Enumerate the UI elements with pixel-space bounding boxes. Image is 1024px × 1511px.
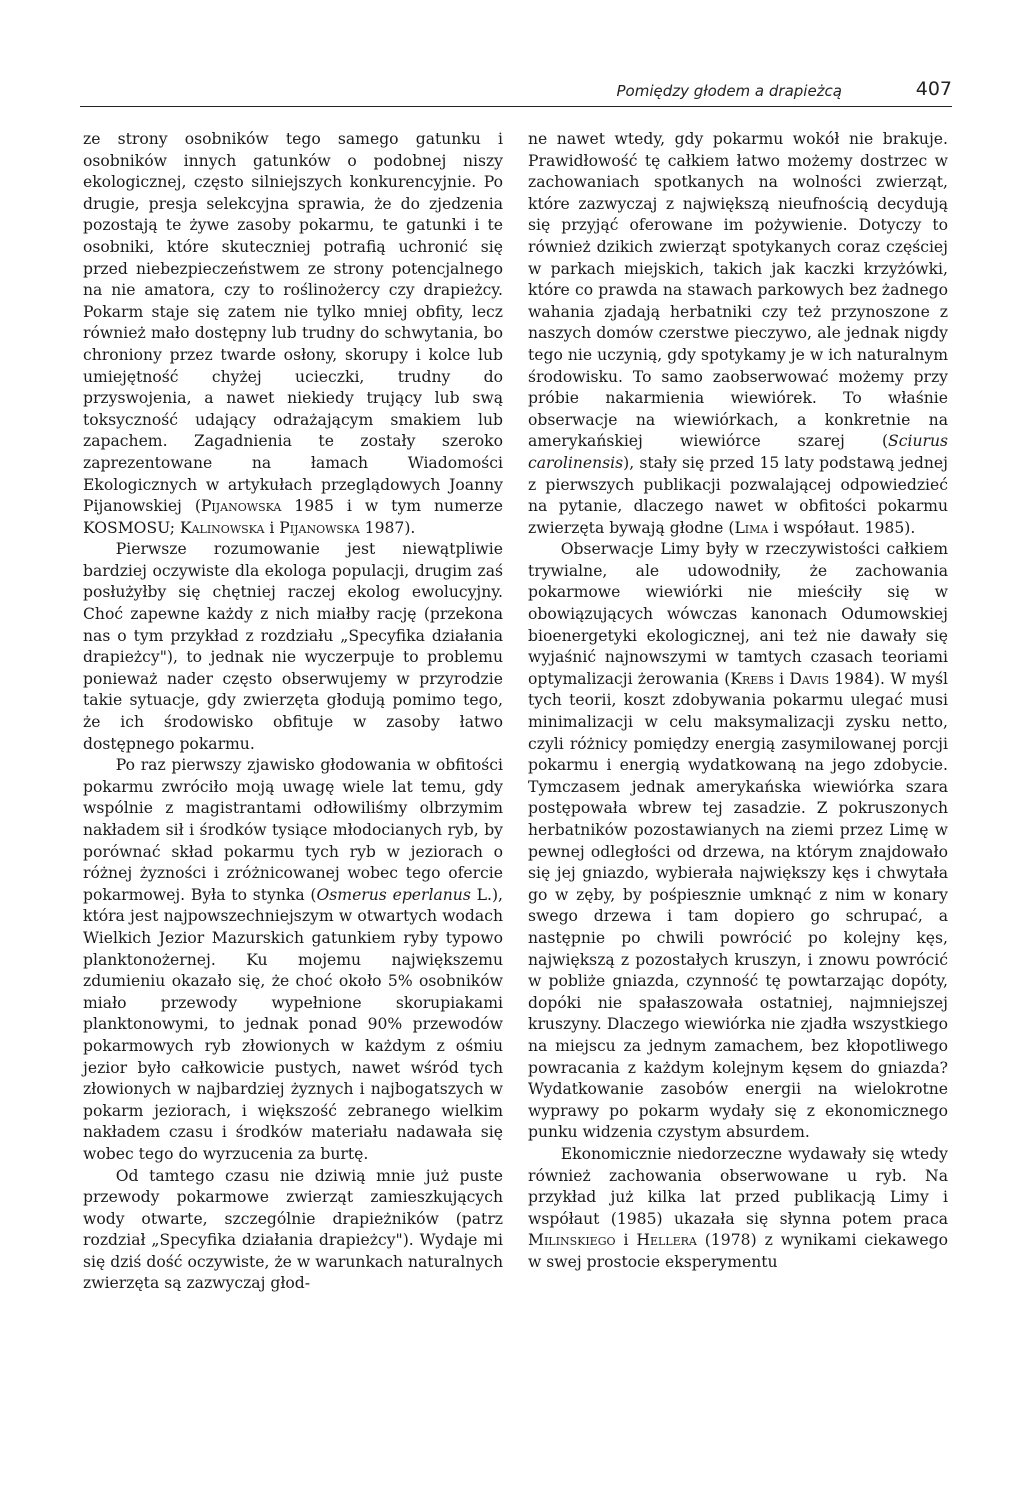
text-span: L.), która jest najpowszechniejszym w otwartych wodach Wielkich Jezior Mazurskich gatunkiem ryby typowo planktonożernej. Ku mojemu największemu zdumieniu okazało się, że choć około 5% osobników miało przewody wypełnione skorupiakami planktonowymi, to jednak ponad 90% przewodów pokarmowych ryb złowionych w każdym z ośmiu jezior było całkowicie pustych, nawet wśród tych złowionych w najbardziej żyznych i najbogatszych w pokarm jeziorach, i większość zebranego wielkim nakładem czasu i środków materiału nadawała się wobec tego do wyrzucenia za burtę. bbox=[83, 885, 503, 1163]
citation-author: Pijanowska bbox=[200, 497, 282, 516]
paragraph bbox=[83, 755, 503, 1165]
text-span: i współaut. 1985). bbox=[768, 518, 916, 537]
page-header bbox=[80, 76, 952, 107]
text-span: Po raz pierwszy zjawisko głodowania w obfitości pokarmu zwróciło moją uwagę wiele lat temu, gdy wspólnie z magistrantami odłowiliśmy olbrzymim nakładem sił i środków tysiące młodocianych ryb, by porównać skład pokarmu tych ryb w jeziorach o różnej żyzności i zróżnicowanej wobec tego ofercie pokarmowej. Była to stynka ( bbox=[83, 756, 503, 904]
text-span: 1985 i w tym numerze KOSMOSU; bbox=[83, 497, 503, 537]
text-span: i bbox=[615, 1231, 637, 1250]
right-column bbox=[528, 129, 948, 1273]
citation-author: Davis bbox=[789, 669, 830, 688]
text-span: 1987). bbox=[359, 518, 416, 537]
text-span: Ekonomicznie niedorzeczne wydawały się wtedy również zachowania obserwowane u ryb. Na przykład już kilka lat przed publikacją Limy i współaut (1985) ukazała się słynna potem praca bbox=[528, 1144, 948, 1228]
text-span: ze strony osobników tego samego gatunku i osobników innych gatunków o podobnej niszy ekologicznej, często silniejszych konkurencyjnie. Po drugie, presja selekcyjna sprawia, że do zjedzenia pozostają te żywe zasoby pokarmu, te gatunki i te osobniki, które skuteczniej potrafią uchronić się przed niebezpieczeństwem ze strony potencjalnego na nie amatora, czy to roślinożercy czy drapieżcy. Pokarm staje się zatem nie tylko mniej obfity, lecz również mało dostępny lub trudny do schwytania, bo chroniony przez twarde osłony, skorupy i kolce lub umiejętność chyżej ucieczki, trudny do przyswojenia, a nawet niekiedy trujący lub swą toksyczność udający odrażającym smakiem lub zapachem. Zagadnienia te zostały szeroko zaprezentowane na łamach Wiadomości Ekologicznych w artykułach przeglądowych Joanny Pijanowskiej ( bbox=[83, 130, 503, 516]
text-span: i bbox=[264, 518, 280, 537]
text-span: ), stały się przed 15 laty podstawą jednej z pierwszych publikacji pozwalającej odpowiedzieć na pytanie, dlaczego nawet w obfitości pokarmu zwierzęta bywają głodne ( bbox=[528, 453, 948, 537]
citation-author: Pijanowska bbox=[279, 518, 360, 537]
left-column bbox=[83, 129, 503, 1295]
text-span: 1984). W myśl tych teorii, koszt zdobywania pokarmu ulegać musi minimalizacji w celu maksymalizacji zysku netto, czyli różnicy pomiędzy energią zasymilowanej porcji pokarmu i energią wydatkowaną na jego zdobycie. Tymczasem jednak amerykańska wiewiórka szara postępowała wbrew tej zasadzie. Z pokruszonych herbatników pozostawianych na ziemi przez Limę w pewnej odległości od drzewa, na którym znajdowało się jej gniazdo, wybierała największy kęs i chwytała go w zęby, by pośpiesznie umknąć z nim w konary swego drzewa i tam dopiero go schrupać, a następnie po chwili powrócić po kolejny kęs, największą z pozostałych kruszyn, i znowu powrócić w pobliże gniazda, czynność tę powtarzając dopóty, dopóki nie spałaszowała ostatniej, najmniejszej kruszyny. Dlaczego wiewiórka nie zjadła wszystkiego na miejscu za jednym zamachem, bez kłopotliwego powracania z każdym kolejnym kęsem do gniazda? Wydatkowanie zasobów energii na wielokrotne wyprawy po pokarm wydały się z ekonomicznego punku widzenia czystym absurdem. bbox=[528, 669, 949, 1142]
paragraph bbox=[528, 129, 948, 539]
paragraph bbox=[83, 129, 503, 539]
citation-author: Milinskiego bbox=[528, 1231, 616, 1250]
citation-author: Lima bbox=[734, 518, 769, 537]
text-span: ne nawet wtedy, gdy pokarmu wokół nie brakuje. Prawidłowość tę całkiem łatwo możemy dostrzec w zachowaniach spotkanych na wolności zwierząt, które zazwyczaj z największą nieufnością decydują się przyjąć oferowane im pożywienie. Dotyczy to również dzikich zwierząt spotykanych coraz częściej w parkach miejskich, takich jak kaczki krzyżówki, które co prawda na stawach parkowych bez żadnego wahania zjadają herbatniki czy też przynoszone z naszych domów czerstwe pieczywo, ale jednak nigdy tego nie uczynią, gdy spotykamy je w ich naturalnym środowisku. To samo zaobserwować możemy przy próbie nakarmienia wiewiórek. To właśnie obserwacje na wiewiórkach, a konkretnie na amerykańskiej wiewiórce szarej ( bbox=[528, 130, 948, 451]
page-number: 407 bbox=[915, 78, 952, 100]
species-name: Osmerus eperlanus bbox=[316, 885, 471, 904]
citation-author: Krebs bbox=[730, 669, 774, 688]
paragraph: Pierwsze rozumowanie jest niewątpliwie bardziej oczywiste dla ekologa populacji, drugim zaś posłużyłby się chętniej raczej ekolog ewolucyjny. Choć zapewne każdy z nich miałby rację (przekona nas o tym przykład z rozdziału „Specyfika działania drapieżcy"), to jednak nie wyczerpuje to problemu ponieważ nader często obserwujemy w przyrodzie takie sytuacje, gdy zwierzęta głodują pomimo tego, że ich środowisko obfituje w zasoby łatwo dostępnego pokarmu. bbox=[83, 540, 503, 753]
citation-author: Hellera bbox=[636, 1231, 697, 1250]
paragraph bbox=[528, 539, 948, 1144]
text-span: Obserwacje Limy były w rzeczywistości całkiem trywialne, ale udowodniły, że zachowania pokarmowe wiewiórki nie mieściły się w obowiązujących wówczas kanonach Odumowskiej bioenergetyki ekologicznej, ani też nie dawały się wyjaśnić najnowszymi w tamtych czasach teoriami optymalizacji żerowania ( bbox=[528, 540, 948, 688]
text-span: (1978) z wynikami ciekawego w swej prostocie eksperymentu bbox=[528, 1231, 948, 1271]
paragraph bbox=[528, 1144, 948, 1274]
citation-author: Kalinowska bbox=[179, 518, 265, 537]
paragraph: Od tamtego czasu nie dziwią mnie już puste przewody pokarmowe zwierząt zamieszkujących wody otwarte, szczególnie drapieżników (patrz rozdział „Specyfika działania drapieżcy"). Wydaje mi się dziś dość oczywiste, że w warunkach naturalnych zwierzęta są zazwyczaj głod- bbox=[83, 1166, 503, 1293]
text-span: i bbox=[773, 669, 790, 688]
species-name: Sciurus carolinensis bbox=[528, 432, 948, 472]
running-title: Pomiędzy głodem a drapieżcą bbox=[616, 82, 842, 100]
